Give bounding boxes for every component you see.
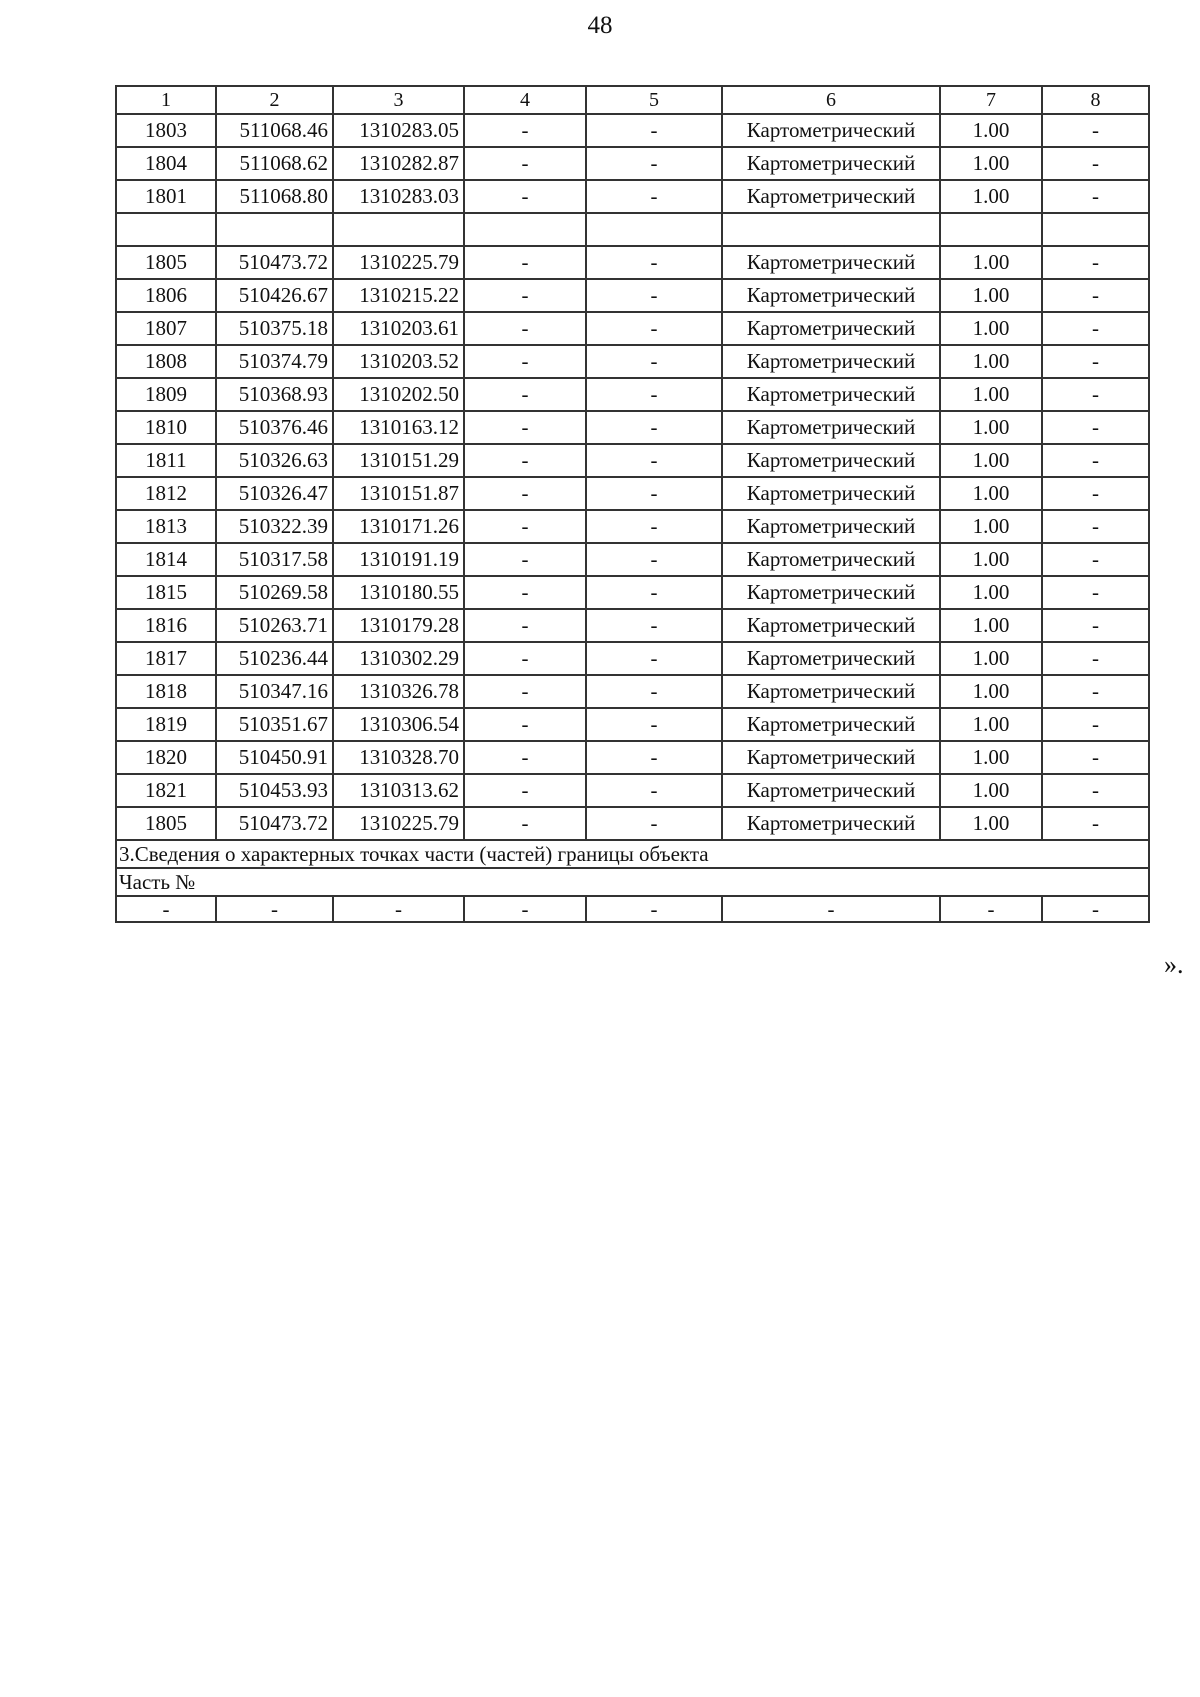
table-cell: 510375.18: [216, 312, 333, 345]
table-cell: 510368.93: [216, 378, 333, 411]
table-cell: 1310328.70: [333, 741, 464, 774]
table-cell: -: [464, 279, 586, 312]
table-cell: Картометрический: [722, 147, 940, 180]
table-cell: -: [464, 378, 586, 411]
table-row: [116, 213, 1149, 246]
dash-cell: -: [940, 896, 1042, 922]
table-cell: -: [1042, 180, 1149, 213]
closing-quote: ».: [1164, 950, 1184, 979]
table-cell: [722, 213, 940, 246]
table-cell: -: [464, 180, 586, 213]
table-cell: -: [1042, 609, 1149, 642]
section-title: 3.Сведения о характерных точках части (частей) границы объекта: [116, 840, 1149, 868]
table-cell: 510426.67: [216, 279, 333, 312]
table-cell: 1310203.52: [333, 345, 464, 378]
dash-cell: -: [333, 896, 464, 922]
table-cell: 1.00: [940, 114, 1042, 147]
table-cell: 1817: [116, 642, 216, 675]
table-cell: [586, 213, 722, 246]
dash-cell: -: [586, 896, 722, 922]
table-cell: -: [586, 279, 722, 312]
table-cell: 1820: [116, 741, 216, 774]
table-cell: Картометрический: [722, 444, 940, 477]
table-cell: -: [464, 774, 586, 807]
table-cell: -: [586, 444, 722, 477]
table-cell: 1808: [116, 345, 216, 378]
table-cell: 510236.44: [216, 642, 333, 675]
table-cell: -: [586, 147, 722, 180]
table-cell: 1310326.78: [333, 675, 464, 708]
table-cell: 1.00: [940, 180, 1042, 213]
table-cell: -: [586, 576, 722, 609]
table-row: [116, 378, 1149, 411]
table-cell: 510374.79: [216, 345, 333, 378]
table-cell: -: [464, 246, 586, 279]
table-cell: -: [1042, 114, 1149, 147]
table-cell: -: [1042, 411, 1149, 444]
table-cell: -: [1042, 345, 1149, 378]
table-cell: -: [1042, 510, 1149, 543]
table-cell: -: [1042, 807, 1149, 840]
coordinates-table: [115, 85, 1150, 923]
table-cell: [333, 213, 464, 246]
table-cell: 1.00: [940, 807, 1042, 840]
part-label: Часть №: [116, 868, 1149, 896]
table-cell: -: [586, 510, 722, 543]
table-cell: 1807: [116, 312, 216, 345]
table-cell: -: [1042, 543, 1149, 576]
table-cell: -: [1042, 378, 1149, 411]
table-cell: 510322.39: [216, 510, 333, 543]
table-cell: 1816: [116, 609, 216, 642]
table-cell: 1.00: [940, 774, 1042, 807]
table-cell: -: [586, 642, 722, 675]
table-cell: 510473.72: [216, 807, 333, 840]
table-row: [116, 807, 1149, 840]
table-cell: -: [586, 708, 722, 741]
table-cell: 1.00: [940, 312, 1042, 345]
table-cell: 1813: [116, 510, 216, 543]
table-cell: -: [586, 543, 722, 576]
table-cell: 1812: [116, 477, 216, 510]
dash-row: [116, 896, 1149, 922]
table-cell: 1821: [116, 774, 216, 807]
header-row: [116, 86, 1149, 114]
table-cell: 1804: [116, 147, 216, 180]
table-cell: 1310203.61: [333, 312, 464, 345]
table-cell: 1810: [116, 411, 216, 444]
table-cell: -: [586, 114, 722, 147]
table-cell: 510326.47: [216, 477, 333, 510]
table-cell: [216, 213, 333, 246]
table-cell: -: [586, 807, 722, 840]
table-cell: 510269.58: [216, 576, 333, 609]
table-cell: 1819: [116, 708, 216, 741]
table-cell: -: [464, 444, 586, 477]
table-cell: 1310282.87: [333, 147, 464, 180]
table-cell: -: [464, 510, 586, 543]
header-cell: 5: [586, 86, 722, 114]
table-cell: -: [464, 477, 586, 510]
table-cell: -: [586, 378, 722, 411]
table-cell: 1310180.55: [333, 576, 464, 609]
table-cell: 1.00: [940, 444, 1042, 477]
table-cell: 1818: [116, 675, 216, 708]
table-cell: -: [586, 345, 722, 378]
coordinates-table-wrap: [115, 85, 1150, 923]
table-cell: 1310171.26: [333, 510, 464, 543]
table-cell: 1.00: [940, 477, 1042, 510]
table-cell: 1.00: [940, 675, 1042, 708]
table-cell: Картометрический: [722, 411, 940, 444]
table-cell: 1310202.50: [333, 378, 464, 411]
table-cell: 1815: [116, 576, 216, 609]
table-row: [116, 741, 1149, 774]
table-cell: Картометрический: [722, 675, 940, 708]
table-cell: Картометрический: [722, 114, 940, 147]
table-cell: -: [464, 741, 586, 774]
header-cell: 2: [216, 86, 333, 114]
table-cell: 1310151.29: [333, 444, 464, 477]
table-cell: -: [1042, 774, 1149, 807]
table-cell: 1310283.03: [333, 180, 464, 213]
table-cell: -: [586, 411, 722, 444]
table-cell: 1310302.29: [333, 642, 464, 675]
header-cell: 4: [464, 86, 586, 114]
table-cell: 510450.91: [216, 741, 333, 774]
table-row: [116, 708, 1149, 741]
table-cell: 1310225.79: [333, 807, 464, 840]
table-cell: 511068.80: [216, 180, 333, 213]
table-cell: 1.00: [940, 345, 1042, 378]
table-row: [116, 642, 1149, 675]
table-cell: Картометрический: [722, 246, 940, 279]
table-cell: Картометрический: [722, 642, 940, 675]
table-cell: 511068.46: [216, 114, 333, 147]
section-title-row: [116, 840, 1149, 868]
table-cell: Картометрический: [722, 510, 940, 543]
table-cell: Картометрический: [722, 345, 940, 378]
table-cell: -: [1042, 147, 1149, 180]
table-cell: [464, 213, 586, 246]
table-cell: -: [1042, 675, 1149, 708]
table-cell: 510453.93: [216, 774, 333, 807]
table-cell: -: [1042, 708, 1149, 741]
table-cell: -: [464, 675, 586, 708]
table-cell: 1.00: [940, 543, 1042, 576]
table-cell: 1310151.87: [333, 477, 464, 510]
table-row: [116, 246, 1149, 279]
table-row: [116, 510, 1149, 543]
table-cell: 1310225.79: [333, 246, 464, 279]
table-cell: Картометрический: [722, 774, 940, 807]
table-cell: -: [586, 609, 722, 642]
table-cell: 1.00: [940, 279, 1042, 312]
table-cell: 1.00: [940, 510, 1042, 543]
table-cell: 1806: [116, 279, 216, 312]
table-cell: 510263.71: [216, 609, 333, 642]
table-row: [116, 180, 1149, 213]
table-cell: -: [586, 675, 722, 708]
table-cell: -: [464, 312, 586, 345]
table-cell: -: [464, 411, 586, 444]
table-cell: 1.00: [940, 147, 1042, 180]
table-cell: 1803: [116, 114, 216, 147]
table-cell: -: [1042, 741, 1149, 774]
header-cell: 8: [1042, 86, 1149, 114]
table-cell: 1811: [116, 444, 216, 477]
table-cell: 510347.16: [216, 675, 333, 708]
table-cell: Картометрический: [722, 576, 940, 609]
table-row: [116, 345, 1149, 378]
table-row: [116, 411, 1149, 444]
table-cell: -: [464, 147, 586, 180]
table-cell: -: [586, 741, 722, 774]
table-cell: Картометрический: [722, 741, 940, 774]
table-row: [116, 675, 1149, 708]
table-cell: Картометрический: [722, 279, 940, 312]
dash-cell: -: [116, 896, 216, 922]
table-cell: Картометрический: [722, 312, 940, 345]
table-cell: [940, 213, 1042, 246]
table-row: [116, 312, 1149, 345]
table-cell: -: [1042, 576, 1149, 609]
dash-cell: -: [722, 896, 940, 922]
table-cell: 510317.58: [216, 543, 333, 576]
table-cell: -: [464, 114, 586, 147]
table-cell: 1.00: [940, 246, 1042, 279]
table-cell: -: [1042, 444, 1149, 477]
table-cell: -: [1042, 477, 1149, 510]
header-cell: 6: [722, 86, 940, 114]
table-cell: -: [586, 246, 722, 279]
page-number: 48: [587, 12, 613, 39]
table-row: [116, 774, 1149, 807]
table-cell: 1801: [116, 180, 216, 213]
table-row: [116, 477, 1149, 510]
table-cell: 1310283.05: [333, 114, 464, 147]
table-cell: -: [464, 807, 586, 840]
table-row: [116, 147, 1149, 180]
table-cell: 510473.72: [216, 246, 333, 279]
table-cell: 510376.46: [216, 411, 333, 444]
table-cell: Картометрический: [722, 180, 940, 213]
table-cell: -: [1042, 246, 1149, 279]
table-row: [116, 114, 1149, 147]
table-row: [116, 609, 1149, 642]
table-cell: 1.00: [940, 741, 1042, 774]
table-cell: Картометрический: [722, 477, 940, 510]
table-body: [116, 86, 1149, 922]
table-cell: -: [586, 180, 722, 213]
table-cell: -: [464, 576, 586, 609]
table-cell: 1310313.62: [333, 774, 464, 807]
table-cell: Картометрический: [722, 543, 940, 576]
header-cell: 3: [333, 86, 464, 114]
table-cell: -: [464, 543, 586, 576]
table-cell: 1.00: [940, 708, 1042, 741]
table-row: [116, 543, 1149, 576]
table-cell: [116, 213, 216, 246]
table-cell: 1310215.22: [333, 279, 464, 312]
table-row: [116, 576, 1149, 609]
table-cell: -: [464, 345, 586, 378]
table-cell: 1.00: [940, 609, 1042, 642]
dash-cell: -: [464, 896, 586, 922]
table-cell: [1042, 213, 1149, 246]
table-cell: 1.00: [940, 378, 1042, 411]
table-cell: 1814: [116, 543, 216, 576]
table-cell: Картометрический: [722, 807, 940, 840]
table-cell: 1805: [116, 807, 216, 840]
table-cell: 511068.62: [216, 147, 333, 180]
table-cell: -: [464, 609, 586, 642]
table-cell: 1310306.54: [333, 708, 464, 741]
table-cell: 1809: [116, 378, 216, 411]
dash-cell: -: [1042, 896, 1149, 922]
table-cell: 1310163.12: [333, 411, 464, 444]
table-cell: -: [586, 312, 722, 345]
header-cell: 7: [940, 86, 1042, 114]
table-cell: 1310191.19: [333, 543, 464, 576]
table-cell: 510351.67: [216, 708, 333, 741]
table-cell: Картометрический: [722, 609, 940, 642]
table-cell: 1.00: [940, 411, 1042, 444]
table-cell: -: [464, 642, 586, 675]
table-cell: 1805: [116, 246, 216, 279]
table-cell: 1.00: [940, 576, 1042, 609]
table-cell: -: [586, 774, 722, 807]
table-cell: -: [1042, 312, 1149, 345]
table-cell: -: [464, 708, 586, 741]
table-cell: -: [586, 477, 722, 510]
table-cell: 510326.63: [216, 444, 333, 477]
dash-cell: -: [216, 896, 333, 922]
table-cell: Картометрический: [722, 378, 940, 411]
table-cell: 1310179.28: [333, 609, 464, 642]
table-cell: 1.00: [940, 642, 1042, 675]
table-row: [116, 444, 1149, 477]
table-cell: -: [1042, 279, 1149, 312]
table-cell: -: [1042, 642, 1149, 675]
part-label-row: [116, 868, 1149, 896]
header-cell: 1: [116, 86, 216, 114]
table-cell: Картометрический: [722, 708, 940, 741]
table-row: [116, 279, 1149, 312]
